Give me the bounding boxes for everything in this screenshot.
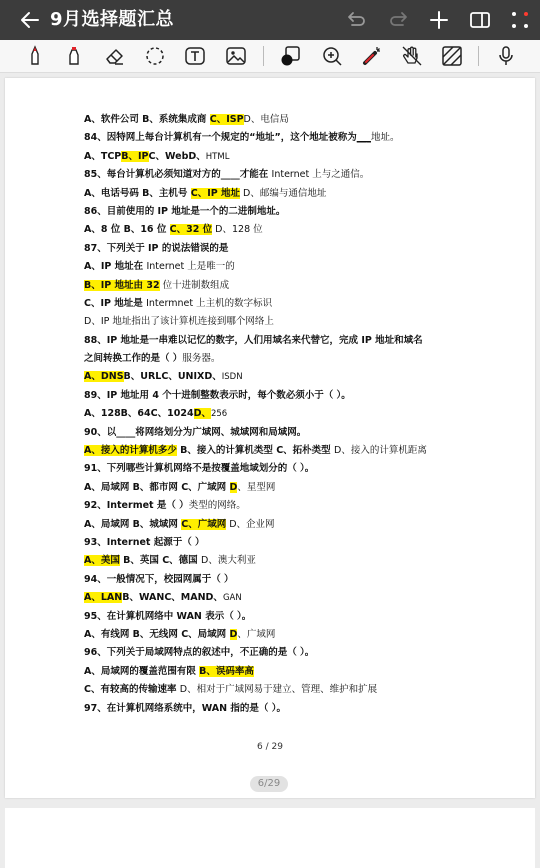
text-segment: A、局域网的覆盖范围有限 [84,665,200,677]
text-segment: Intermnet 上主机的数字标识 [146,297,273,309]
text-line [84,166,484,184]
page-indicator: 6/29 [250,776,288,792]
text-segment: 90、以____将网络划分为广域网、城域网和局域网。 [84,426,307,438]
redo-icon[interactable] [386,8,410,32]
annotation-toolbar [0,40,540,73]
text-line [84,424,484,442]
back-arrow-icon[interactable] [18,8,42,32]
text-line [84,111,484,129]
text-line [84,295,484,313]
text-segment: Internet 上是唯一的 [146,261,235,273]
text-line [84,626,484,644]
text-segment: A、IP 地址在 [84,261,147,273]
page-footer-number: 6 / 29 [257,742,283,752]
text-segment: D、IP 地址指出了该计算机连接到哪个网络上 [84,316,274,328]
text-segment: 服务器。 [182,353,221,365]
text-line [84,442,484,460]
highlighted-answer: A、LAN [84,592,123,604]
highlighted-answer: D、 [193,408,211,420]
text-line [84,277,484,295]
highlighted-answer: A、美国 [84,555,120,567]
text-segment: 87、下列关于 IP 的说法错误的是 [84,242,229,254]
text-segment: 地址。 [370,132,400,144]
text-line [84,332,484,350]
toolbar-divider [478,46,479,66]
text-line [84,516,484,534]
text-line [84,221,484,239]
text-segment: A、局域网 B、城域网 [84,518,182,530]
text-segment: D、邮编与通信地址 [240,187,327,199]
text-line [84,497,484,515]
text-segment: A、电话号码 B、主机号 [84,187,191,199]
pen-red-icon[interactable] [23,44,47,68]
text-segment: A、TCP [84,150,122,162]
sidebar-panel-icon[interactable] [468,8,492,32]
highlighted-answer: C、IP 地址 [190,187,240,199]
text-line [84,571,484,589]
text-segment: D、企业网 [226,518,275,530]
text-line [84,240,484,258]
text-line [84,185,484,203]
text-line [84,258,484,276]
microphone-icon[interactable] [494,44,518,68]
text-segment: HTML [205,151,230,162]
text-icon[interactable] [183,44,207,68]
shape-icon[interactable] [279,44,303,68]
text-line [84,589,484,607]
highlighted-answer: A、DNS [84,371,124,383]
text-segment: B、接入的计算机类型 C、拓朴类型 [176,445,334,457]
zoom-icon[interactable] [320,44,344,68]
text-segment: 86、目前使用的 IP 地址是一个的二进制地址。 [84,205,286,217]
text-segment: A、8 位 B、16 位 [84,224,170,236]
text-segment: 85、每台计算机必须知道对方的____才能在 [84,169,272,181]
toolbar-divider [263,46,264,66]
text-segment: Internet 上与之通信。 [271,169,370,181]
highlighted-answer: B、IP [121,150,149,162]
text-segment: D、128 位 [212,224,263,236]
undo-icon[interactable] [345,8,369,32]
highlighted-answer: B、IP 地址由 32 [84,279,160,291]
text-segment: D、接入的计算机距离 [334,445,427,457]
text-segment: 84、因特网上每台计算机有一个规定的“地址”，这个地址被称为 [84,132,357,144]
image-icon[interactable] [224,44,248,68]
next-document-page[interactable] [5,808,535,868]
laser-pointer-icon[interactable] [360,44,384,68]
text-line [84,552,484,570]
question-list [84,111,484,718]
text-line [84,368,484,386]
text-segment: D、相对于广域网易于建立、管理、维护和扩展 [179,684,378,696]
highlighted-answer: A、接入的计算机多少 [84,445,177,457]
eraser-icon[interactable] [103,44,127,68]
text-segment: A、局域网 B、都市网 C、广域网 [84,481,230,493]
text-segment: D、澳大利亚 [201,555,256,567]
text-segment: B、WANC、MAND、 [122,592,223,604]
text-line [84,608,484,626]
text-line [84,644,484,662]
text-segment: 94、一般情况下，校园网属于（ ） [84,573,234,585]
text-segment: 96、下列关于局域网特点的叙述中，不正确的是（ ）。 [84,647,315,659]
highlighted-answer: C、广域网 [181,518,227,530]
text-segment: ISDN [221,372,243,383]
text-segment: D、电信局 [243,114,289,125]
text-line [84,479,484,497]
text-line [84,405,484,423]
document-page[interactable] [5,78,535,798]
text-segment: 类型的网络。 [188,500,246,512]
text-segment: B、英国 C、德国 [119,555,201,567]
pattern-icon[interactable] [440,44,464,68]
text-segment: C、IP 地址是 [84,297,147,309]
text-segment: 95、在计算机网络中 WAN 表示（ ）。 [84,610,252,622]
text-line [84,700,484,718]
text-segment: B、URLC、UNIXD、 [123,371,222,383]
highlighted-answer: B、误码率高 [199,665,254,677]
text-segment: 、星型网 [237,481,276,493]
text-line [84,203,484,221]
highlighted-answer: D [229,628,238,640]
text-segment: 91、下列哪些计算机网络不是按覆盖地域划分的（ ）。 [84,463,315,475]
text-line [84,534,484,552]
text-segment: 93、Internet 起源于（ ） [84,536,205,548]
text-line [84,350,484,368]
highlighted-answer: D [229,481,238,493]
lasso-icon[interactable] [143,44,167,68]
text-line [84,681,484,699]
text-segment: A、有线网 B、无线网 C、局域网 [84,628,230,640]
text-line [84,148,484,166]
text-segment: 位十进制数组成 [159,279,230,291]
text-segment: A、软件公司 B、系统集成商 [84,114,210,125]
text-line [84,663,484,681]
add-icon[interactable] [427,8,451,32]
text-segment: 89、IP 地址用 4 个十进制整数表示时，每个数必须小于（ ）。 [84,389,351,401]
highlighted-answer: C、32 位 [169,224,213,236]
text-segment: 、广域网 [237,628,276,640]
text-segment: C、有较高的传输速率 [84,684,180,696]
highlighter-icon[interactable] [62,44,86,68]
document-title: 9月选择题汇总 [50,9,175,30]
text-line [84,129,484,147]
text-line [84,460,484,478]
text-line [84,313,484,331]
more-options-icon[interactable] [508,8,532,32]
text-segment: ___ [356,132,371,144]
text-segment: 97、在计算机网络系统中，WAN 指的是（ ）。 [84,702,286,714]
text-segment: 256 [210,409,228,420]
text-segment: C、WebD、 [148,150,206,162]
text-segment: 之间转换工作的是（ ） [84,353,183,365]
highlighted-answer: C、ISP [209,114,244,125]
text-line [84,387,484,405]
title-bar [0,0,540,40]
text-segment: GAN [222,593,242,604]
text-segment: A、128B、64C、1024 [84,408,194,420]
hand-icon[interactable] [400,44,424,68]
text-segment: 92、Intermet 是（ ） [84,500,189,512]
text-segment: 88、IP 地址是一串难以记忆的数字，人们用域名来代替它，完成 IP 地址和域名 [84,334,423,346]
